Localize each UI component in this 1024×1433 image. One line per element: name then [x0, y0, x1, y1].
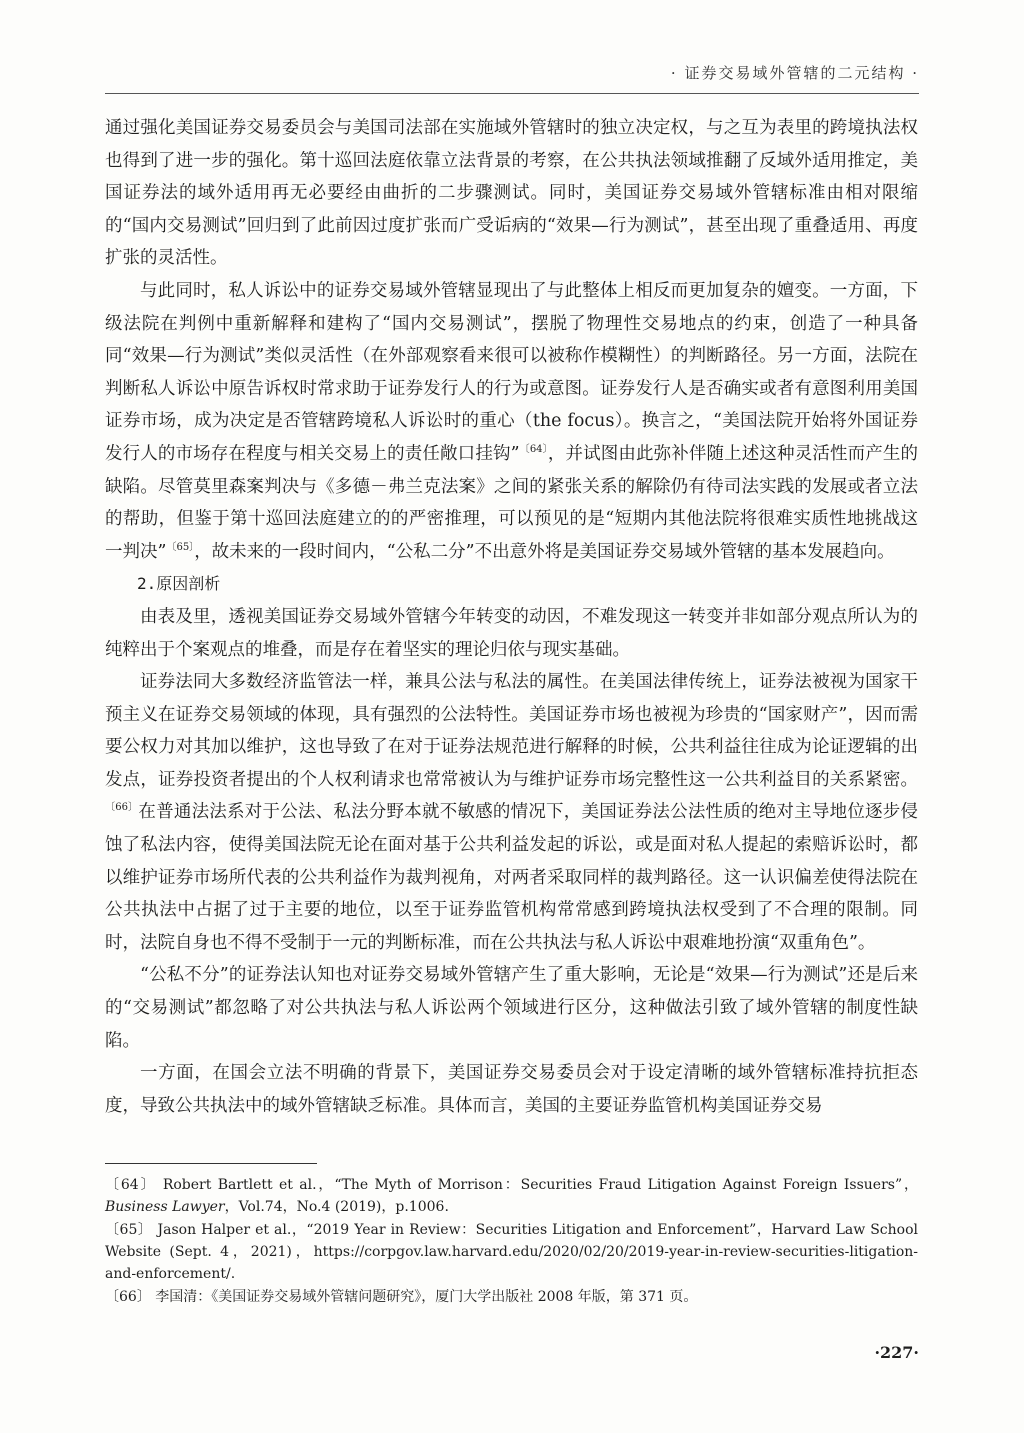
paragraph-2-part-c: ，故未来的一段时间内，“公私二分”不出意外将是美国证券交易域外管辖的基本发展趋向。	[194, 541, 895, 562]
paragraph-4	[105, 666, 918, 959]
page-number: ·227·	[874, 1343, 919, 1362]
footnote-ref-66[interactable]: 〔66〕	[105, 802, 139, 814]
body-text	[105, 112, 918, 1122]
footnote-rule	[105, 1163, 317, 1164]
paragraph-6: 一方面，在国会立法不明确的背景下，美国证券交易委员会对于设定清晰的域外管辖标准持抗拒态度，导致公共执法中的域外管辖缺乏标准。具体而言，美国的主要证券监管机构美国证券交易	[105, 1063, 918, 1116]
paragraph-2-part-a: 与此同时，私人诉讼中的证券交易域外管辖显现出了与此整体上相反而更加复杂的嬗变。一方面，下级法院在判例中重新解释和建构了“国内交易测试”，摆脱了物理性交易地点的约束，创造了一种具备同“效果—行为测试”类似灵活性（在外部观察看来很可以被称作模糊性）的判断路径。另一方面，法院在判断私人诉讼中原告诉权时常求助于证券发行人的行为或意图。证券发行人是否确实或者有意图利用美国证券市场，成为决定是否管辖跨境私人诉讼时的重心（the focus）。换言之，“美国法院开始将外国证券发行人的市场存在程度与相关交易上的责任敞口挂钩”	[105, 280, 918, 464]
paragraph-5: “公私不分”的证券法认知也对证券交易域外管辖产生了重大影响，无论是“效果—行为测试”还是后来的“交易测试”都忽略了对公共执法与私人诉讼两个领域进行区分，这种做法引致了域外管辖的制度性缺陷。	[105, 965, 918, 1051]
paragraph-3: 由表及里，透视美国证券交易域外管辖今年转变的动因，不难发现这一转变并非如部分观点所认为的纯粹出于个案观点的堆叠，而是存在着坚实的理论归依与现实基础。	[105, 606, 918, 660]
footnote-66: 〔66〕 李国清：《美国证券交易域外管辖问题研究》，厦门大学出版社 2008 年版，第 371 页。	[105, 1289, 698, 1305]
footnote-64-text-b: ，Vol.74，No.4 (2019)，p.1006.	[224, 1199, 449, 1215]
running-title: · 证券交易域外管辖的二元结构 ·	[670, 64, 919, 82]
section-subheading: 2.原因剖析	[137, 574, 221, 594]
footnote-64-text-a: 〔64〕 Robert Bartlett et al.，“The Myth of Morrison：Securities Fraud Litigation Against Foreign Issuers”，	[105, 1177, 918, 1193]
footnote-65: 〔65〕 Jason Halper et al.，“2019 Year in Review：Securities Litigation and Enforcement”，Harvard Law School Website (Sept. 4，2021)，https://corpgov.law.harvard.edu/2020/02/20/2019-year-in-review-securities-litigation-and-enforcement/.	[105, 1222, 918, 1282]
paragraph-2	[105, 275, 918, 568]
paragraph-1: 通过强化美国证券交易委员会与美国司法部在实施域外管辖时的独立决定权，与之互为表里的跨境执法权也得到了进一步的强化。第十巡回法庭依靠立法背景的考察，在公共执法领域推翻了反域外适用推定，美国证券法的域外适用再无必要经由曲折的二步骤测试。同时，美国证券交易域外管辖标准由相对限缩的“国内交易测试”回归到了此前因过度扩张而广受诟病的“效果—行为测试”，甚至出现了重叠适用、再度扩张的灵活性。	[105, 118, 918, 269]
footnote-64-journal: Business Lawyer	[105, 1199, 225, 1215]
header-rule	[105, 93, 919, 94]
footnote-ref-65[interactable]: 〔65〕	[166, 541, 195, 553]
footnote-64	[105, 1174, 918, 1218]
paragraph-4-part-b: 在普通法法系对于公法、私法分野本就不敏感的情况下，美国证券法公法性质的绝对主导地位逐步侵蚀了私法内容，使得美国法院无论在面对基于公共利益发起的诉讼，或是面对私人提起的索赔诉讼时，都以维护证券市场所代表的公共利益作为裁判视角，对两者采取同样的裁判路径。这一认识偏差使得法院在公共执法中占据了过于主要的地位，以至于证券监管机构常常感到跨境执法权受到了不合理的限制。同时，法院自身也不得不受制于一元的判断标准，而在公共执法与私人诉讼中艰难地扮演“双重角色”。	[105, 802, 918, 953]
paragraph-4-part-a: 证券法同大多数经济监管法一样，兼具公法与私法的属性。在美国法律传统上，证券法被视为国家干预主义在证券交易领域的体现，具有强烈的公法特性。美国证券市场也被视为珍贵的“国家财产”，因而需要公权力对其加以维护，这也导致了在对于证券法规范进行解释的时候，公共利益往往成为论证逻辑的出发点，证券投资者提出的个人权利请求也常常被认为与维护证券市场完整性这一公共利益目的关系紧密。	[105, 672, 918, 790]
footnote-ref-64[interactable]: 〔64〕	[519, 444, 548, 456]
paragraph-2-part-b: ，并试图由此弥补伴随上述这种灵活性而产生的缺陷。尽管莫里森案判决与《多德－弗兰克法案》之间的紧张关系的解除仍有待司法实践的发展或者立法的帮助，但鉴于第十巡回法庭建立的的严密推理，可以预见的是“短期内其他法院将很难实质性地挑战这一判决”	[105, 443, 918, 562]
footnotes	[105, 1174, 918, 1309]
